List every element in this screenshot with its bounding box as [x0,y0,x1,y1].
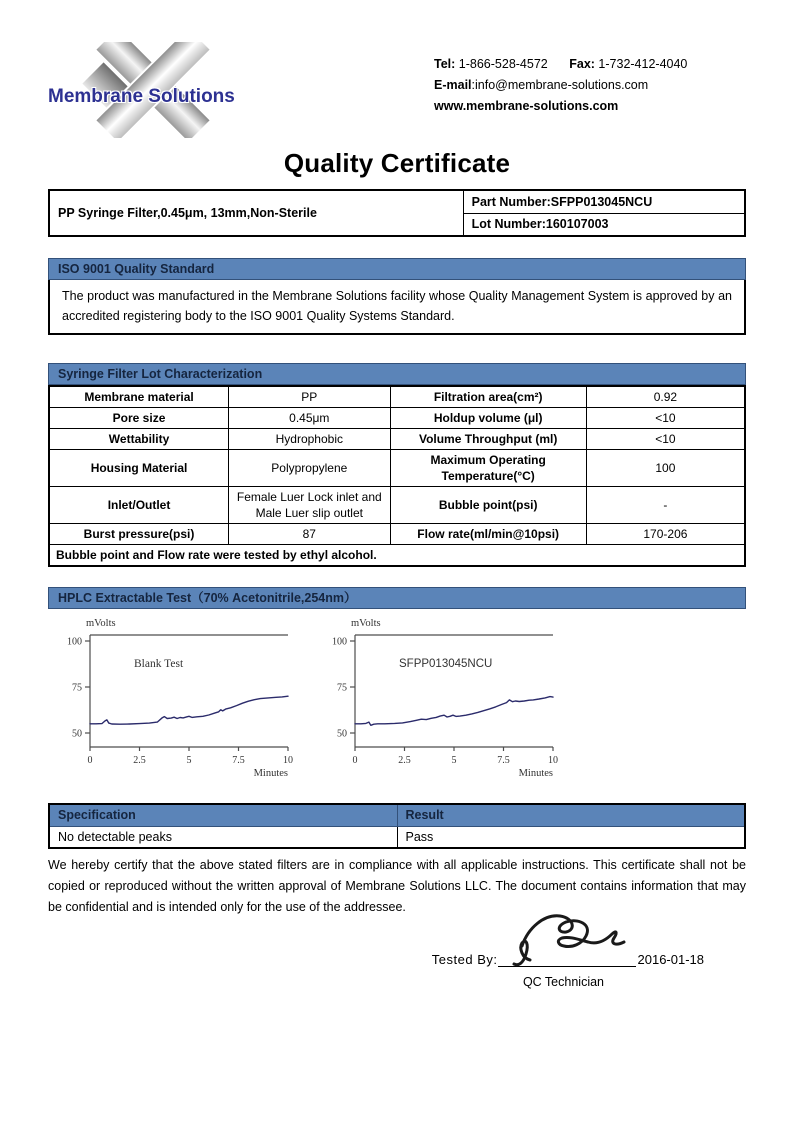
svg-text:50: 50 [337,728,347,740]
contact-block [434,54,746,117]
email-label: E-mail [434,78,472,92]
spec-header: Specification [49,804,397,826]
table-row [49,190,745,213]
signature-scribble [500,908,632,970]
svg-text:mVolts: mVolts [351,618,381,629]
product-name: PP Syringe Filter,0.45μm, 13mm,Non-Sterile [49,190,463,236]
chromatogram-blank-test [56,615,306,783]
cell-value: PP [229,386,390,408]
spec-value: No detectable peaks [49,826,397,848]
fax-value: 1-732-412-4040 [598,57,688,71]
tested-date: 2016-01-18 [637,952,704,967]
cell-value: <10 [586,429,745,450]
table-row [49,487,745,524]
hplc-section [48,587,746,783]
certification-text: We hereby certify that the above stated filters are in compliance with all applicable instructions. This certificate shall not be copied or reproduced without the written approval of Membrane Solutions LLC. The document contains information that may be confidential and is intended only for the use of the addressee. [48,858,746,914]
result-header: Result [397,804,745,826]
website: www.membrane-solutions.com [434,99,619,113]
tel-label: Tel: [434,57,456,71]
table-row [49,545,745,567]
svg-text:7.5: 7.5 [497,755,510,766]
cell-label: Housing Material [49,450,229,487]
svg-text:2.5: 2.5 [398,755,411,766]
svg-text:Minutes: Minutes [518,768,553,779]
table-row [49,524,745,545]
svg-text:5: 5 [186,755,192,766]
cell-label: Inlet/Outlet [49,487,229,524]
cell-label: Filtration area(cm²) [390,386,586,408]
signer-role: QC Technician [522,975,604,989]
result-value: Pass [397,826,745,848]
email-value: :info@membrane-solutions.com [471,78,649,92]
cell-label: Flow rate(ml/min@10psi) [390,524,586,545]
cell-label: Pore size [49,408,229,429]
page-title: Quality Certificate [283,148,511,178]
svg-text:2.5: 2.5 [133,755,146,766]
svg-text:75: 75 [337,682,347,694]
characterization-table [48,385,746,567]
cell-value: Polypropylene [229,450,390,487]
svg-text:10: 10 [548,755,558,766]
table-row [49,429,745,450]
hplc-heading: HPLC Extractable Test（70% Acetonitrile,254nm） [48,587,746,609]
product-table [48,189,746,237]
table-row [49,450,745,487]
logo-text: Membrane Solutions [48,86,235,107]
characterization-section [48,363,746,567]
table-row [49,826,745,848]
svg-text:Blank Test: Blank Test [134,658,184,670]
svg-text:Minutes: Minutes [253,768,288,779]
svg-text:0: 0 [352,755,358,766]
cell-label: Volume Throughput (ml) [390,429,586,450]
iso-section-body: The product was manufactured in the Membrane Solutions facility whose Quality Management System is approved by an accredited registering body to the ISO 9001 Quality Systems Standard. [48,280,746,335]
tel-value: 1-866-528-4572 [458,57,548,71]
hplc-charts [48,615,746,783]
svg-text:0: 0 [87,755,93,766]
iso-section-heading: ISO 9001 Quality Standard [48,258,746,280]
lot-number: Lot Number:160107003 [463,213,745,236]
fax-label: Fax: [569,57,595,71]
svg-text:100: 100 [67,636,82,648]
chromatogram-sample [321,615,571,783]
cell-label: Wettability [49,429,229,450]
cell-value: 170-206 [586,524,745,545]
svg-text:100: 100 [332,636,347,648]
company-logo [48,42,268,138]
table-footnote: Bubble point and Flow rate were tested by ethyl alcohol. [49,545,745,567]
cell-value: 0.92 [586,386,745,408]
table-row [49,804,745,826]
svg-text:5: 5 [451,755,457,766]
cell-value: - [586,487,745,524]
cell-value: 87 [229,524,390,545]
table-row [49,408,745,429]
svg-text:10: 10 [283,755,293,766]
characterization-heading: Syringe Filter Lot Characterization [48,363,746,385]
table-row [49,386,745,408]
cell-value: 0.45μm [229,408,390,429]
page-header [48,42,746,142]
cell-value: 100 [586,450,745,487]
tested-by-label: Tested By: [431,952,498,967]
signature-row [48,952,746,967]
svg-text:50: 50 [72,728,82,740]
cell-label: Holdup volume (μl) [390,408,586,429]
signature-line [498,953,636,967]
cell-label: Burst pressure(psi) [49,524,229,545]
cell-value: <10 [586,408,745,429]
cell-label: Maximum Operating Temperature(°C) [390,450,586,487]
iso-section [48,258,746,335]
cell-value: Hydrophobic [229,429,390,450]
contact-line-email [434,75,746,96]
svg-text:7.5: 7.5 [232,755,245,766]
cell-label: Membrane material [49,386,229,408]
contact-line-phone [434,54,746,75]
svg-text:mVolts: mVolts [86,618,116,629]
cell-value: Female Luer Lock inlet and Male Luer slip outlet [229,487,390,524]
spec-result-table [48,803,746,849]
svg-text:SFPP013045NCU: SFPP013045NCU [399,658,493,670]
cell-label: Bubble point(psi) [390,487,586,524]
part-number: Part Number:SFPP013045NCU [463,190,745,213]
svg-text:75: 75 [72,682,82,694]
